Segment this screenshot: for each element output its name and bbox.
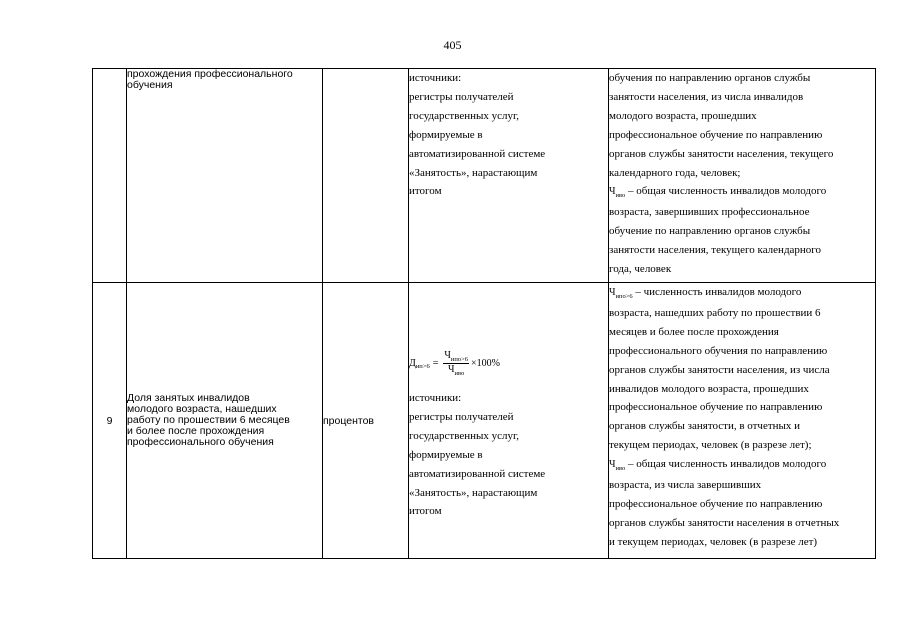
symbol-definition: – общая численность инвалидов молодого [625,458,827,471]
description-line: возраста, нашедших работу по прошествии 6 [609,306,821,319]
method-line: итогом [409,185,442,198]
description-line: календарного года, человек; [609,166,741,179]
method-line: регистры получателей [409,90,514,103]
formula-equals: = [432,357,439,369]
description-line: органов службы занятости, в отчетных и [609,420,801,433]
description-line: возраста, из числа завершивших [609,479,762,492]
row-number-cell [93,283,127,559]
indicator-cell [127,283,323,559]
description-line: года, человек [609,263,672,276]
method-line: государственных услуг, [409,109,520,122]
method-cell [409,283,609,559]
description-line: инвалидов молодого возраста, прошедших [609,382,809,395]
unit-cell [323,283,409,559]
indicator-cell [127,69,323,283]
description-line: обучение по направлению органов службы [609,225,811,238]
symbol-definition: – численность инвалидов молодого [632,286,802,298]
indicator-line: и более после прохождения [127,425,265,437]
description-line: органов службы занятости населения, из числа [609,363,830,376]
indicator-line: Доля занятых инвалидов [127,392,250,404]
description-line [609,283,875,304]
formula-lhs-subscript: ип>6 [415,362,430,370]
table-row [93,69,876,283]
symbol: Ч [609,287,616,298]
symbol-definition: – общая численность инвалидов молодого [625,185,827,198]
method-line: формируемые в [409,448,483,461]
description-line: занятости населения, из числа инвалидов [609,90,804,103]
formula-numerator: $Ч_{ипо>6}$ [444,349,468,363]
formula [409,345,608,381]
description-line: органов службы занятости населения в отчетных [609,516,840,529]
table-row [93,283,876,559]
row-number: 9 [106,414,113,427]
description-line: текущем периодах, человек (в разрезе лет); [609,439,812,452]
formula-lhs: Д [409,357,416,369]
description-cell [609,69,876,283]
description-line: молодого возраста, прошедших [609,109,757,122]
unit-label: процентов [323,414,375,427]
row-number-cell [93,69,127,283]
description-line: органов службы занятости населения, текущего [609,147,834,160]
method-line: регистры получателей [409,410,514,423]
method-line: «Занятость», нарастающим [409,486,538,499]
symbol-subscript: ипо>6 [615,293,633,300]
indicators-table [92,68,876,559]
description-line: месяцев и более после прохождения [609,325,779,338]
indicator-line: работу по прошествии 6 месяцев [127,414,290,426]
method-line: итогом [409,505,442,518]
method-line: источники: [409,392,462,404]
indicator-line: профессионального обучения [127,436,274,448]
formula-fraction [443,350,469,377]
method-line: формируемые в [409,128,483,141]
unit-cell [323,69,409,283]
description-line: и текущем периодах, человек (в разрезе лет) [609,535,818,548]
symbol-subscript: иво [615,192,626,200]
indicator-line: обучения [127,79,173,91]
page-number: 405 [443,38,462,52]
description-line: профессиональное обучение по направлению [609,401,823,414]
description-line [609,182,875,203]
description-line [609,455,875,476]
description-line: профессионального обучения по направлению [609,344,828,357]
formula-multiplier: ×100% [470,357,500,369]
description-cell [609,283,876,559]
description-line: профессиональное обучение по направлению [609,128,823,141]
method-line: автоматизированной системе [409,147,546,160]
description-line: возраста, завершивших профессиональное [609,206,810,219]
method-line: источники: [409,72,462,84]
method-line: «Занятость», нарастающим [409,166,538,179]
description-line: обучения по направлению органов службы [609,72,811,84]
symbol: Ч [609,459,616,471]
indicator-line: молодого возраста, нашедших [127,403,277,415]
formula-denominator: $Ч_{иво}$ [448,363,465,377]
indicator-line: прохождения профессионального [127,68,293,80]
method-line: государственных услуг, [409,429,520,442]
method-line: автоматизированной системе [409,467,546,480]
description-line: занятости населения, текущего календарного [609,244,822,257]
description-line: профессиональное обучение по направлению [609,497,823,510]
symbol: Ч [609,186,616,198]
symbol-subscript: иво [615,465,626,473]
method-cell [409,69,609,283]
